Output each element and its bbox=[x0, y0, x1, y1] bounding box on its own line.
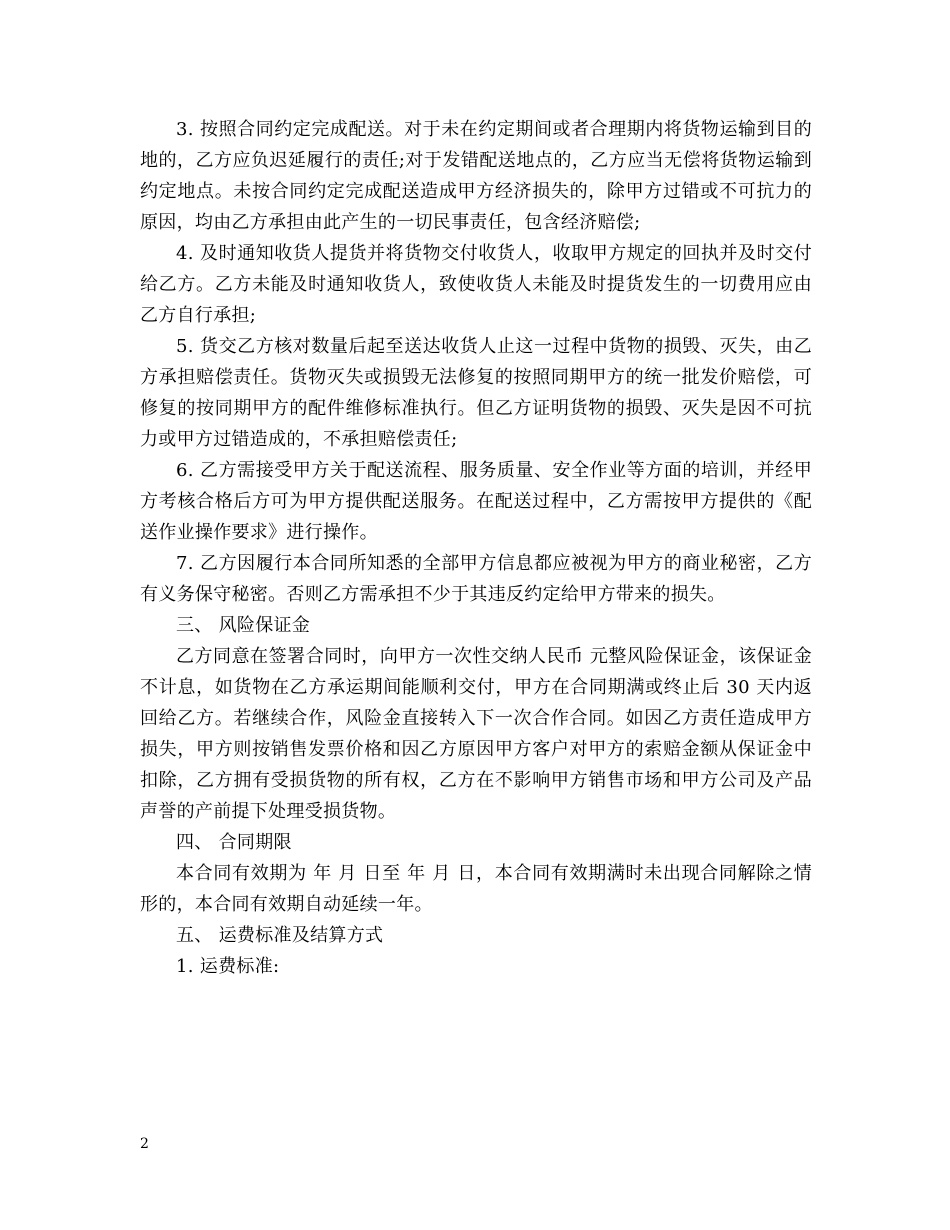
clause-5-paragraph: 5. 货交乙方核对数量后起至送达收货人止这一过程中货物的损毁、灭失，由乙方承担赔偿责任。货物灭失或损毁无法修复的按照同期甲方的统一批发价赔偿，可修复的按同期甲方的配件维修标准执行。但乙方证明货物的损毁、灭失是因不可抗力或甲方过错造成的，不承担赔偿责任; bbox=[140, 336, 812, 450]
section-5-heading: 五、 运费标准及结算方式 bbox=[176, 925, 384, 946]
page-number: 2 bbox=[140, 1136, 149, 1152]
section-4-heading: 四、 合同期限 bbox=[176, 832, 292, 853]
deposit-paragraph: 乙方同意在签署合同时，向甲方一次性交纳人民币 元整风险保证金，该保证金不计息，如货物在乙方承运期间能顺利交付，甲方在合同期满或终止后 30 天内返回给乙方。若继续合作，风险金直接转入下一次合作合同。如因乙方责任造成甲方损失，甲方则按销售发票价格和因乙方原因甲方客户对甲方的索赔金额从保证金中扣除，乙方拥有受损货物的所有权，乙方在不影响甲方销售市场和甲方公司及产品声誉的产前提下处理受损货物。 bbox=[140, 646, 812, 822]
term-paragraph: 本合同有效期为 年 月 日至 年 月 日，本合同有效期满时未出现合同解除之情形的，本合同有效期自动延续一年。 bbox=[140, 863, 812, 915]
contract-body bbox=[140, 114, 812, 982]
section-3-heading: 三、 风险保证金 bbox=[176, 615, 311, 636]
clause-7-paragraph: 7. 乙方因履行本合同所知悉的全部甲方信息都应被视为甲方的商业秘密，乙方有义务保守秘密。否则乙方需承担不少于其违反约定给甲方带来的损失。 bbox=[140, 553, 812, 605]
clause-6-paragraph: 6. 乙方需接受甲方关于配送流程、服务质量、安全作业等方面的培训，并经甲方考核合格后方可为甲方提供配送服务。在配送过程中，乙方需按甲方提供的《配送作业操作要求》进行操作。 bbox=[140, 460, 812, 543]
freight-standard-item: 1. 运费标准: bbox=[176, 956, 280, 977]
clause-4-paragraph: 4. 及时通知收货人提货并将货物交付收货人，收取甲方规定的回执并及时交付给乙方。乙方未能及时通知收货人，致使收货人未能及时提货发生的一切费用应由乙方自行承担; bbox=[140, 243, 812, 326]
clause-3-paragraph: 3. 按照合同约定完成配送。对于未在约定期间或者合理期内将货物运输到目的地的，乙方应负迟延履行的责任;对于发错配送地点的，乙方应当无偿将货物运输到约定地点。未按合同约定完成配送造成甲方经济损失的，除甲方过错或不可抗力的原因，均由乙方承担由此产生的一切民事责任，包含经济赔偿; bbox=[140, 119, 812, 233]
